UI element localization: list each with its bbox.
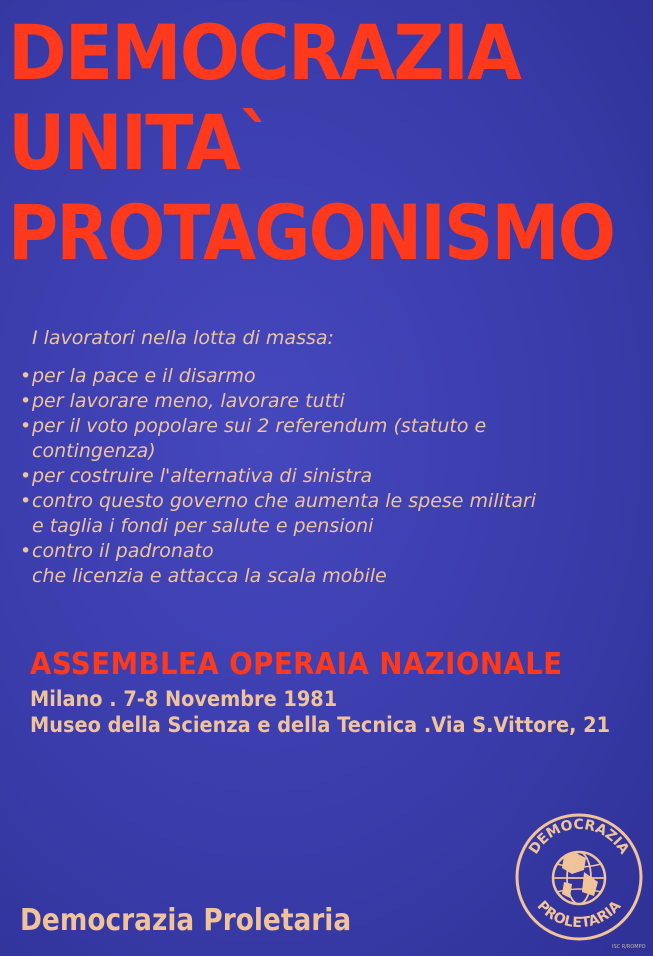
organization-name: Democrazia Proletaria [20,903,352,938]
headline [8,8,653,278]
bullet-line: • per la pace e il disarmo [32,365,256,387]
event-venue: Museo della Scienza e della Tecnica .Via S.Vittore, 21 [30,713,611,737]
bullet-item [20,464,640,489]
bullet-item [20,389,640,414]
logo-bottom-text: PROLETARIA [533,898,625,932]
bullet-line: • contro il padronato [32,540,214,562]
bullet-item [20,489,640,539]
headline-line-1: DEMOCRAZIA [8,8,521,97]
bullet-line: che licenzia e attacca la scala mobile [32,565,387,587]
intro-text: I lavoratori nella lotta di massa: [32,327,334,349]
bullet-list [20,364,640,589]
event-date: Milano . 7-8 Novembre 1981 [30,687,338,711]
party-logo [514,812,644,942]
bullet-line: • per lavorare meno, lavorare tutti [32,390,345,412]
bullet-line: • contro questo governo che aumenta le spese militari [32,490,537,512]
bullet-item [20,539,640,589]
logo-top-text: DEMOCRAZIA [526,816,632,858]
globe-fist-icon [553,852,605,904]
printer-note: ISC R/ROMPO [612,944,646,950]
bullet-item [20,364,640,389]
bullet-line: • per il voto popolare sui 2 referendum (statuto e [32,415,487,437]
bullet-item [20,414,640,464]
bullet-line: e taglia i fondi per salute e pensioni [32,515,374,537]
headline-line-3: PROTAGONISMO [8,188,615,277]
bullet-line: • per costruire l'alternativa di sinistra [32,465,373,487]
assembly-title: ASSEMBLEA OPERAIA NAZIONALE [30,647,563,682]
bullet-line: contingenza) [32,440,156,462]
headline-line-2: UNITA` [8,98,273,187]
